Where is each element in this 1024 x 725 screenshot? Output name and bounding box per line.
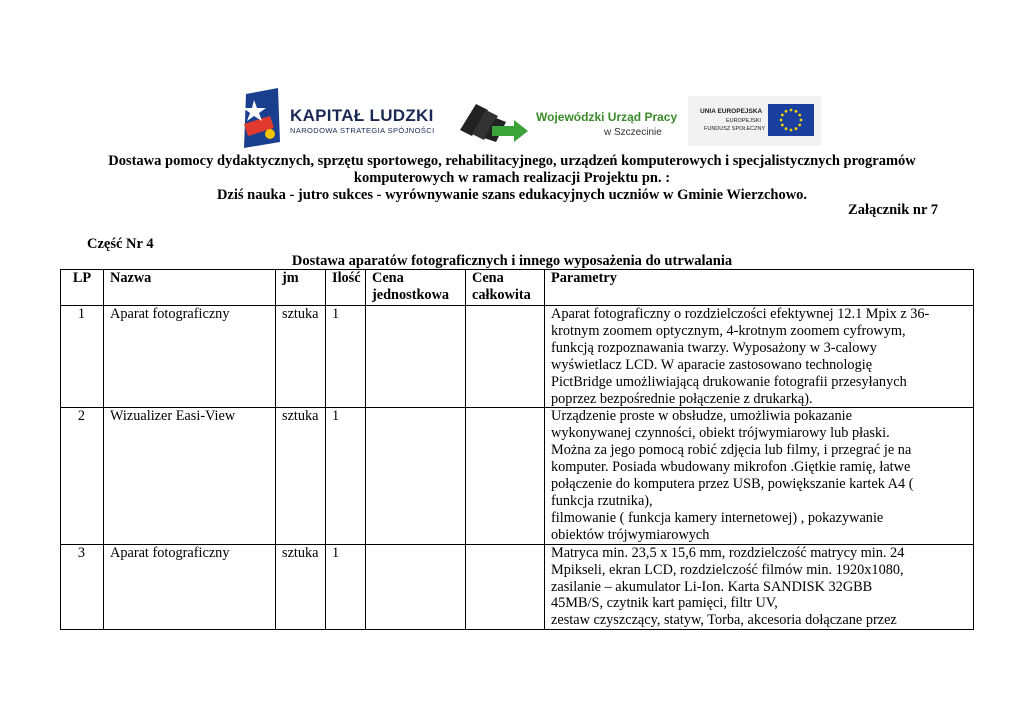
row-nazwa: Wizualizer Easi-View [104,408,276,544]
header-parametry: Parametry [545,270,974,306]
param-line: 45MB/S, czytnik kart pamięci, filtr UV, [551,595,778,612]
header-lp: LP [61,270,104,306]
row-lp: 3 [61,544,104,630]
header-cena-calkowita-line1: Cena [472,270,504,286]
param-line: Matryca min. 23,5 x 15,6 mm, rozdzielczość matrycy min. 24 [551,544,905,561]
logo-bar [0,0,1024,150]
header-line-2: komputerowych w ramach realizacji Projektu pn. : [353,170,671,186]
param-line: funkcja rzutnika), [551,492,653,509]
table-row [61,306,974,408]
param-line: PictBridge umożliwiającą drukowanie fotografii przesyłanych [551,373,907,390]
row-cena-jednostkowa [366,544,466,630]
header-cena-jednostkowa [366,270,466,306]
row-cena-jednostkowa [366,408,466,544]
header-line-3: Dziś nauka - jutro sukces - wyrównywanie szans edukacyjnych uczniów w Gminie Wierzchowo. [216,187,808,203]
table-row [61,408,974,544]
table-row [61,544,974,630]
row-jm: sztuka [276,544,326,630]
eu-line3: FUNDUSZ SPOŁECZNY [704,126,766,132]
row-cena-calkowita [466,408,545,544]
param-line: komputer. Posiada wbudowany mikrofon .Giętkie ramię, łatwe [551,459,911,476]
header-cena-jednostkowa-line2: jednostkowa [372,286,450,303]
row-parametry [545,306,974,408]
row-ilosc: 1 [326,408,366,544]
kapital-ludzki-subtitle: NARODOWA STRATEGIA SPÓJNOŚCI [290,126,435,135]
header-jm: jm [276,270,326,306]
row-nazwa: Aparat fotograficzny [104,306,276,408]
eu-flag-icon [768,104,814,136]
row-ilosc: 1 [326,544,366,630]
row-lp: 2 [61,408,104,544]
row-cena-jednostkowa [366,306,466,408]
header-nazwa: Nazwa [104,270,276,306]
row-parametry [545,408,974,544]
header-line-1: Dostawa pomocy dydaktycznych, sprzętu sportowego, rehabilitacyjnego, urządzeń komputerowych i specjalistycznych programów [108,153,916,169]
param-line: połączenie do komputera przez USB, powiększanie kartek A4 ( [551,476,914,493]
param-line: wykonywanej czynności, obiekt trójwymiarowy lub płaski. [551,425,890,442]
equipment-table [60,269,974,630]
eu-line1: UNIA EUROPEJSKA [700,108,763,115]
header-cena-calkowita-line2: całkowita [472,286,531,303]
param-line: funkcją rozpoznawania twarzy. Wyposażony w 3-calowy [551,339,877,356]
row-lp: 1 [61,306,104,408]
row-cena-calkowita [466,306,545,408]
header-cena-calkowita [466,270,545,306]
wup-city: w Szczecinie [604,127,662,138]
param-line: zestaw czyszczący, statyw, Torba, akcesoria dołączane przez [551,612,897,629]
row-jm: sztuka [276,306,326,408]
param-line: Mpikseli, ekran LCD, rozdzielczość filmów min. 1920x1080, [551,561,904,578]
header-ilosc: Ilość [326,270,366,306]
row-ilosc: 1 [326,306,366,408]
row-parametry [545,544,974,630]
param-line: zasilanie – akumulator Li-Ion. Karta SANDISK 32GBB [551,578,873,595]
param-line: krotnym zoomem optycznym, 4-krotnym zoomem cyfrowym, [551,322,906,339]
table-header-row [61,270,974,306]
header-cena-jednostkowa-line1: Cena [372,270,404,286]
row-nazwa: Aparat fotograficzny [104,544,276,630]
attachment-label: Załącznik nr 7 [848,202,938,218]
param-line: poprzez bezpośrednie połączenie z drukarką). [551,390,813,407]
param-line: Urządzenie proste w obsłudze, umożliwia pokazanie [551,408,852,425]
kapital-ludzki-name: KAPITAŁ LUDZKI [290,106,434,125]
part-label: Część Nr 4 [87,236,154,252]
wup-name: Wojewódzki Urząd Pracy [536,110,678,124]
param-line: wyświetlacz LCD. W aparacie zastosowano technologię [551,356,873,373]
kapital-ludzki-logo-icon [240,88,284,148]
row-cena-calkowita [466,544,545,630]
param-line: Aparat fotograficzny o rozdzielczości efektywnej 12.1 Mpix z 36- [551,306,930,322]
param-line: obiektów trójwymiarowych [551,526,710,543]
eu-line2: EUROPEJSKI [726,118,761,124]
param-line: Można za jego pomocą robić zdjęcia lub filmy, i przegrać je na [551,442,912,459]
wup-logo-icon [458,100,530,144]
table-title: Dostawa aparatów fotograficznych i innego wyposażenia do utrwalania [291,253,733,269]
param-line: filmowanie ( funkcja kamery internetowej) , pokazywanie [551,509,884,526]
row-jm: sztuka [276,408,326,544]
